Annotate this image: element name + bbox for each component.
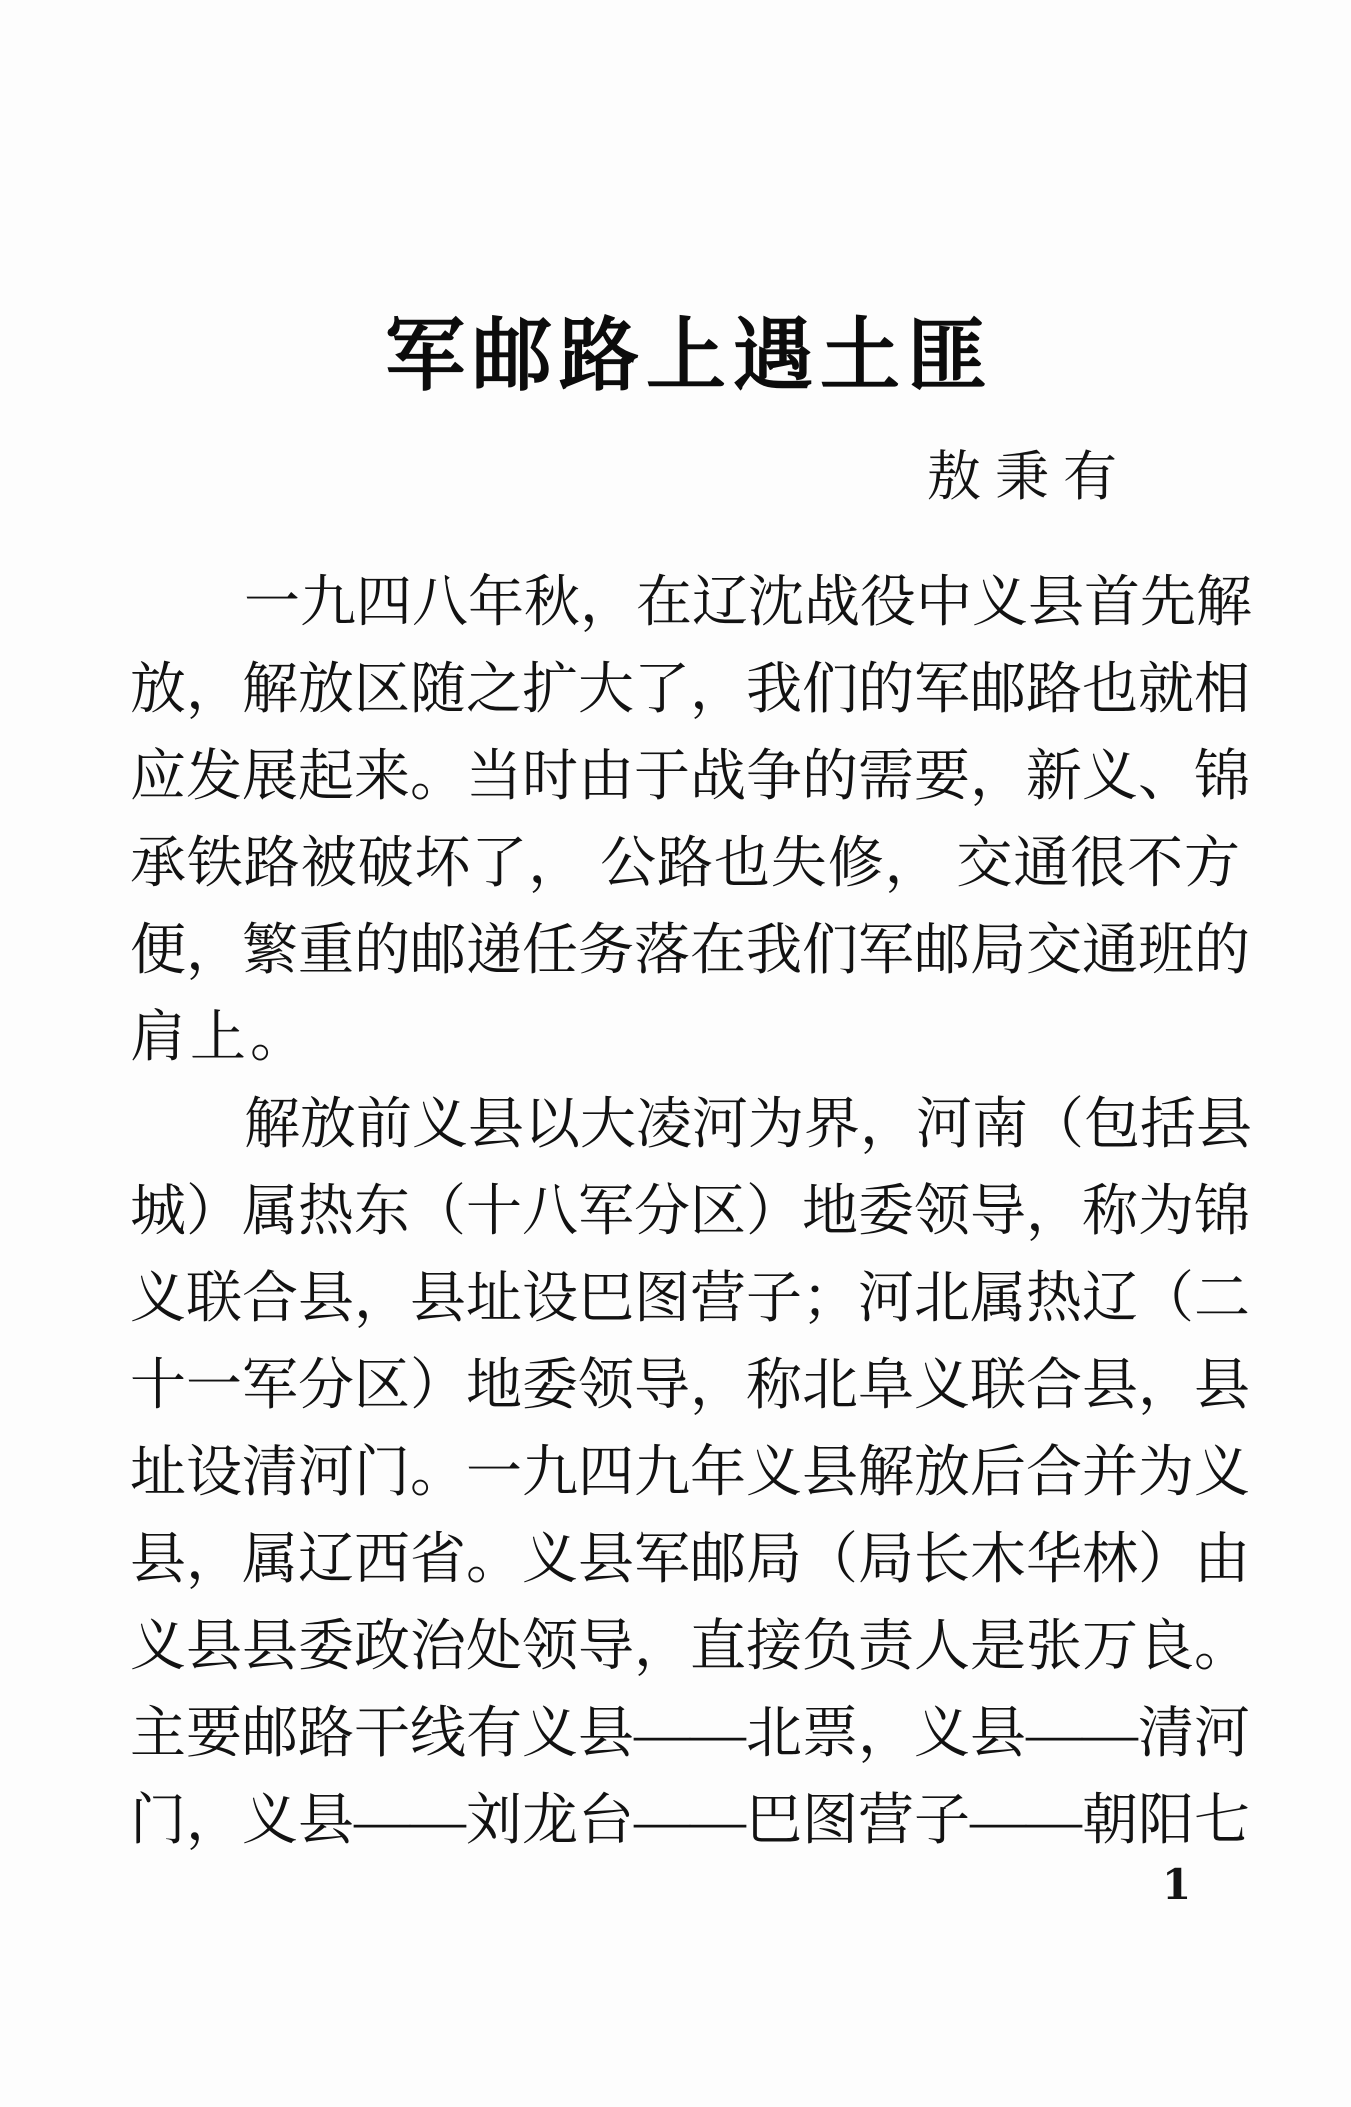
text-line: 应发展起来。当时由于战争的需要，新义、锦 [130,746,1250,808]
text-line: 承铁路被破坏了， 公路也失修， 交通很不方 [130,833,1240,895]
text-line: 肩上。 [130,1007,310,1069]
text-line: 门，义县——刘龙台——巴图营子——朝阳七 [130,1790,1250,1852]
text-line: 城）属热东（十八军分区）地委领导，称为锦 [130,1181,1250,1243]
body-text [130,560,1252,1865]
paragraph [130,1082,1252,1865]
text-line: 十一军分区）地委领导，称北阜义联合县，县 [130,1355,1250,1417]
text-line: 址设清河门。一九四九年义县解放后合并为义 [130,1442,1250,1504]
text-line: 义县县委政治处领导，直接负责人是张万良。 [130,1616,1250,1678]
paragraph [130,560,1252,1082]
page-number: 1 [1162,1860,1192,1909]
text-line: 义联合县，县址设巴图营子；河北属热辽（二 [130,1268,1250,1330]
text-line: 一九四八年秋，在辽沈战役中义县首先解 [244,572,1252,634]
text-line: 县，属辽西省。义县军邮局（局长木华林）由 [130,1529,1250,1591]
text-line: 便，繁重的邮递任务落在我们军邮局交通班的 [130,920,1250,982]
page-title: 军邮路上遇土匪 [385,309,994,402]
text-line: 放，解放区随之扩大了，我们的军邮路也就相 [130,659,1250,721]
text-line: 主要邮路干线有义县——北票，义县——清河 [130,1703,1250,1765]
text-line: 解放前义县以大凌河为界，河南（包括县 [244,1094,1252,1156]
author-name: 敖秉有 [927,447,1131,507]
